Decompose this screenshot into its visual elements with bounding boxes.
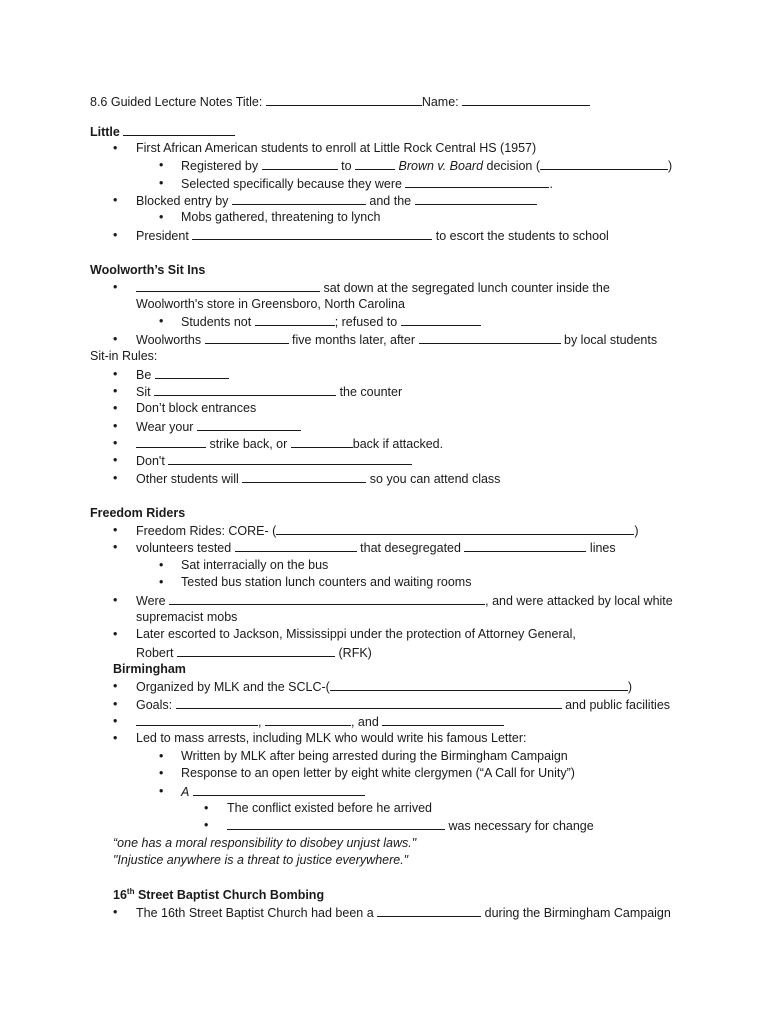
text: Be — [136, 368, 152, 382]
bullet-marker: • — [113, 419, 118, 433]
fill-blank[interactable] — [192, 228, 432, 240]
list-item — [136, 436, 443, 452]
fill-blank[interactable] — [291, 436, 353, 448]
bullet-marker: • — [113, 471, 118, 485]
text: was necessary for change — [448, 819, 594, 833]
heading-blank[interactable] — [123, 124, 235, 136]
fill-blank[interactable] — [377, 905, 481, 917]
text: Selected specifically because they were — [181, 177, 402, 191]
list-item: Don’t block entrances — [136, 401, 257, 415]
text: by local students — [564, 333, 658, 347]
text: Registered by — [181, 159, 259, 173]
bullet-marker: • — [113, 731, 118, 745]
title-label: 8.6 Guided Lecture Notes Title: — [90, 95, 263, 109]
text: Woolworths — [136, 333, 202, 347]
list-item: Sat interracially on the bus — [181, 558, 329, 572]
fill-blank[interactable] — [242, 471, 366, 483]
list-item — [136, 419, 301, 435]
bullet-marker: • — [204, 818, 209, 832]
mlk-quote: "Injustice anywhere is a threat to justice everywhere." — [113, 853, 409, 867]
text: strike back, or — [209, 437, 288, 451]
text: 16 — [113, 888, 127, 902]
text: President — [136, 229, 189, 243]
bullet-marker: • — [113, 714, 118, 728]
title-blank[interactable] — [266, 94, 422, 106]
list-item — [227, 818, 594, 834]
list-item — [136, 905, 671, 921]
bullet-marker: • — [113, 193, 118, 207]
text: . — [549, 177, 553, 191]
text: five months later, after — [292, 333, 416, 347]
list-item — [136, 679, 632, 695]
bullet-marker: • — [159, 558, 164, 572]
sit-in-rules-label: Sit-in Rules: — [90, 349, 158, 363]
text: ) — [668, 159, 673, 173]
list-item — [136, 193, 537, 209]
case-name: Brown v. Board — [398, 159, 484, 173]
list-item: The conflict existed before he arrived — [227, 801, 432, 815]
bullet-marker: • — [159, 314, 164, 328]
text: and the — [369, 194, 412, 208]
bullet-marker: • — [159, 210, 164, 224]
text: to escort the students to school — [435, 229, 609, 243]
text: and public facilities — [565, 698, 671, 712]
text: (RFK) — [338, 646, 372, 660]
list-item — [136, 228, 609, 244]
list-item-continued: Woolworth's store in Greensboro, North Carolina — [136, 297, 405, 311]
fill-blank[interactable] — [176, 697, 562, 709]
bullet-marker: • — [113, 697, 118, 711]
text: Sit — [136, 385, 151, 399]
text: during the Birmingham Campaign — [484, 906, 671, 920]
bullet-marker: • — [159, 575, 164, 589]
text: , — [258, 715, 262, 729]
text: so you can attend class — [369, 472, 501, 486]
fill-blank[interactable] — [419, 332, 561, 344]
fill-blank[interactable] — [540, 158, 668, 170]
list-item — [136, 593, 673, 609]
text: Blocked entry by — [136, 194, 229, 208]
name-label: Name: — [421, 95, 459, 109]
fill-blank[interactable] — [355, 158, 395, 170]
text: , and — [350, 715, 379, 729]
text: ; refused to — [334, 315, 398, 329]
church-bombing-heading — [113, 888, 324, 903]
woolworth-heading: Woolworth’s Sit Ins — [90, 263, 206, 277]
list-item — [136, 453, 412, 469]
text: ) — [627, 680, 633, 694]
text: lines — [589, 541, 616, 555]
bullet-marker: • — [113, 228, 118, 242]
list-item — [136, 280, 610, 296]
list-item — [136, 332, 657, 348]
list-item: First African American students to enroll at Little Rock Central HS (1957) — [136, 141, 537, 155]
list-item — [136, 471, 500, 487]
list-item — [136, 540, 616, 556]
list-item-continued — [136, 645, 372, 661]
fill-blank[interactable] — [154, 384, 336, 396]
text: back if attacked. — [352, 437, 444, 451]
bullet-marker: • — [113, 436, 118, 450]
list-item — [136, 697, 670, 713]
fill-blank[interactable] — [168, 453, 412, 465]
fill-blank[interactable] — [415, 193, 537, 205]
fill-blank[interactable] — [169, 593, 485, 605]
fill-blank[interactable] — [177, 645, 335, 657]
list-item — [136, 523, 638, 539]
fill-blank[interactable] — [136, 714, 258, 726]
list-item-continued: supremacist mobs — [136, 610, 238, 624]
text: Goals: — [136, 698, 173, 712]
bullet-marker: • — [113, 367, 118, 381]
text: Other students will — [136, 472, 239, 486]
list-item — [136, 714, 504, 730]
fill-blank[interactable] — [232, 193, 366, 205]
text: volunteers tested — [136, 541, 232, 555]
text: A — [181, 785, 190, 799]
fill-blank[interactable] — [262, 158, 338, 170]
little-rock-heading — [90, 124, 235, 140]
list-item: Written by MLK after being arrested during the Birmingham Campaign — [181, 749, 568, 763]
freedom-riders-heading: Freedom Riders — [90, 506, 186, 520]
bullet-marker: • — [113, 332, 118, 346]
fill-blank[interactable] — [235, 540, 357, 552]
text: The 16th Street Baptist Church had been a — [136, 906, 374, 920]
text: Were — [136, 594, 166, 608]
bullet-marker: • — [159, 158, 164, 172]
list-item — [181, 158, 672, 174]
text: Organized by MLK and the SCLC-( — [136, 680, 330, 694]
fill-blank[interactable] — [136, 436, 206, 448]
heading-text: Little — [90, 125, 120, 139]
bullet-marker: • — [113, 679, 118, 693]
list-item — [181, 784, 365, 800]
bullet-marker: • — [159, 749, 164, 763]
bullet-marker: • — [113, 401, 118, 415]
fill-blank[interactable] — [227, 818, 445, 830]
fill-blank[interactable] — [401, 314, 481, 326]
bullet-marker: • — [113, 593, 118, 607]
bullet-marker: • — [113, 453, 118, 467]
bullet-marker: • — [113, 905, 118, 919]
mlk-quote: “one has a moral responsibility to disobey unjust laws." — [113, 836, 417, 850]
bullet-marker: • — [159, 176, 164, 190]
bullet-marker: • — [113, 627, 118, 641]
fill-blank[interactable] — [276, 523, 634, 535]
text: , and were attacked by local white — [485, 594, 673, 608]
text: Don't — [136, 454, 165, 468]
text: ) — [634, 524, 639, 538]
text: decision ( — [486, 159, 541, 173]
list-item: Tested bus station lunch counters and waiting rooms — [181, 575, 472, 589]
list-item — [181, 314, 481, 330]
fill-blank[interactable] — [265, 714, 351, 726]
bullet-marker: • — [113, 141, 118, 155]
fill-blank[interactable] — [205, 332, 289, 344]
list-item — [136, 367, 229, 383]
fill-blank[interactable] — [136, 280, 320, 292]
fill-blank[interactable] — [382, 714, 504, 726]
list-item: Later escorted to Jackson, Mississippi under the protection of Attorney General, — [136, 627, 576, 641]
text: that desegregated — [360, 541, 461, 555]
list-item: Led to mass arrests, including MLK who would write his famous Letter: — [136, 731, 527, 745]
text: Street Baptist Church Bombing — [137, 888, 325, 902]
ordinal-suffix: th — [126, 886, 135, 896]
fill-blank[interactable] — [464, 540, 586, 552]
bullet-marker: • — [113, 540, 118, 554]
text: Students not — [181, 315, 252, 329]
list-item — [181, 176, 553, 192]
bullet-marker: • — [159, 784, 164, 798]
birmingham-heading: Birmingham — [113, 662, 186, 676]
list-item: Response to an open letter by eight white clergymen (“A Call for Unity”) — [181, 766, 575, 780]
bullet-marker: • — [204, 801, 209, 815]
fill-blank[interactable] — [197, 419, 301, 431]
worksheet-header — [90, 94, 590, 110]
fill-blank[interactable] — [155, 367, 229, 379]
list-item — [136, 384, 402, 400]
text: sat down at the segregated lunch counter inside the — [323, 281, 610, 295]
text: Freedom Rides: CORE- ( — [136, 524, 277, 538]
text: Wear your — [136, 420, 194, 434]
fill-blank[interactable] — [193, 784, 365, 796]
bullet-marker: • — [159, 766, 164, 780]
list-item: Mobs gathered, threatening to lynch — [181, 210, 381, 224]
text: to — [341, 159, 352, 173]
bullet-marker: • — [113, 280, 118, 294]
bullet-marker: • — [113, 523, 118, 537]
fill-blank[interactable] — [255, 314, 335, 326]
text: Robert — [136, 646, 174, 660]
bullet-marker: • — [113, 384, 118, 398]
fill-blank[interactable] — [330, 679, 628, 691]
name-blank[interactable] — [462, 94, 590, 106]
text: the counter — [339, 385, 403, 399]
fill-blank[interactable] — [405, 176, 549, 188]
